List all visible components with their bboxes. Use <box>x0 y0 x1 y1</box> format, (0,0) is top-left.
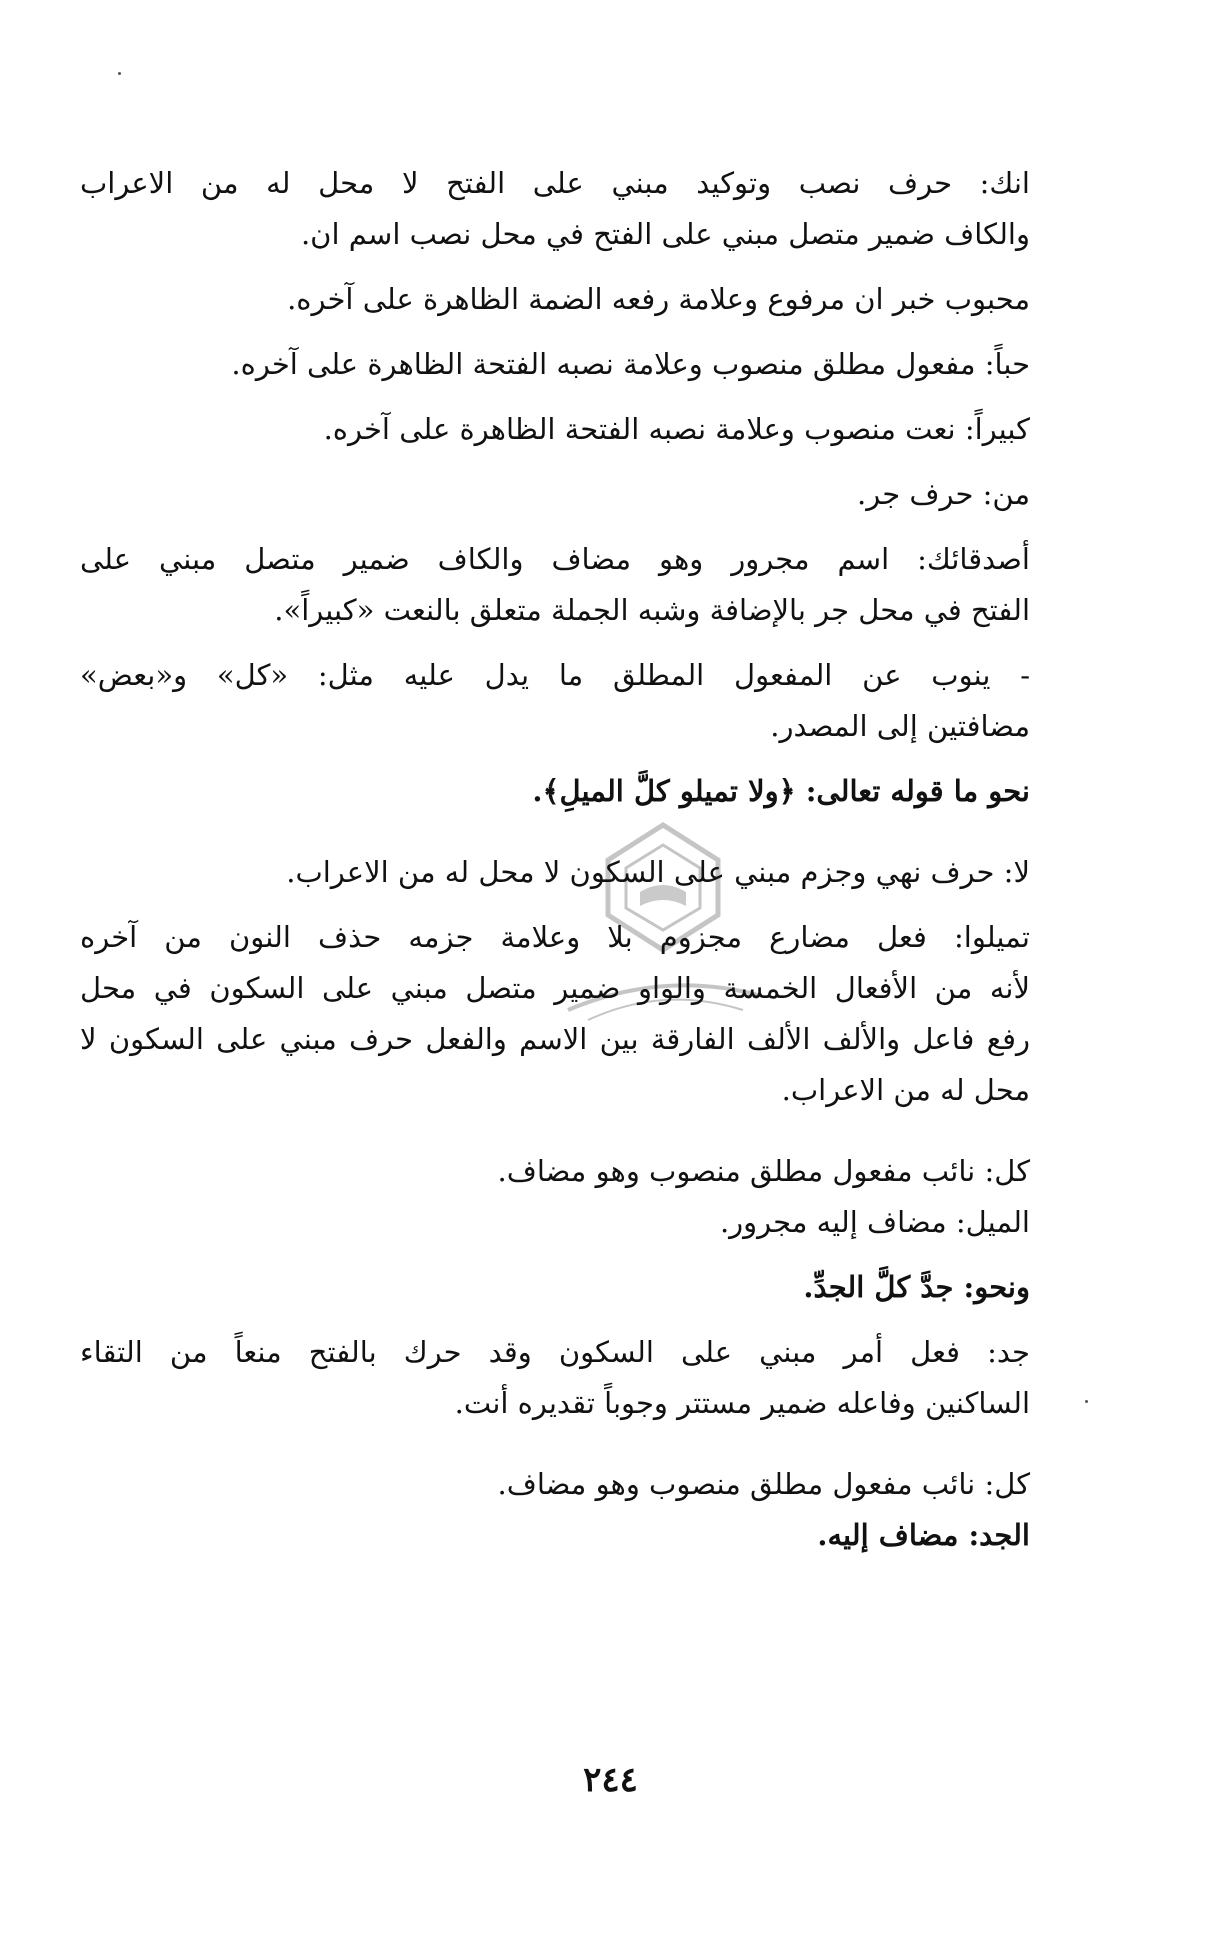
text-line: رفع فاعل والألف الألف الفارقة بين الاسم والفعل حرف مبني على السكون لا <box>80 1022 1030 1056</box>
text-line: الجد: مضاف إليه. <box>817 1518 1030 1552</box>
paragraph-inna <box>80 158 1030 260</box>
paragraph-quran-example <box>80 766 1030 817</box>
paragraph-hubban <box>80 339 1030 390</box>
text-line: جد: فعل أمر مبني على السكون وقد حرك بالفتح منعاً من التقاء <box>80 1335 1030 1369</box>
text-line: انك: حرف نصب وتوكيد مبني على الفتح لا محل له من الاعراب <box>80 166 1030 200</box>
text-line: كبيراً: نعت منصوب وعلامة نصبه الفتحة الظاهرة على آخره. <box>323 412 1030 446</box>
scan-speck <box>1085 1400 1088 1403</box>
paragraph-min <box>80 469 1030 520</box>
text-line: - ينوب عن المفعول المطلق ما يدل عليه مثل: «كل» و«بعض» <box>80 658 1030 692</box>
paragraph-jidd-example <box>80 1262 1030 1313</box>
text-line: محل له من الاعراب. <box>781 1073 1030 1107</box>
text-line: مضافتين إلى المصدر. <box>770 709 1030 743</box>
paragraph-kull-mayl <box>80 1146 1030 1248</box>
paragraph-kabiran <box>80 404 1030 455</box>
text-line: أصدقائك: اسم مجرور وهو مضاف والكاف ضمير متصل مبني على <box>80 542 1030 576</box>
text-line: لا: حرف نهي وجزم مبني على السكون لا محل له من الاعراب. <box>286 855 1030 889</box>
paragraph-jidd <box>80 1327 1030 1429</box>
quran-verse-line: نحو ما قوله تعالى: ﴿ولا تميلو كلَّ الميلِ﴾. <box>532 774 1030 808</box>
text-line: الساكنين وفاعله ضمير مستتر وجوباً تقديره أنت. <box>454 1386 1030 1420</box>
text-line: الميل: مضاف إليه مجرور. <box>719 1205 1030 1239</box>
text-line: كل: نائب مفعول مطلق منصوب وهو مضاف. <box>497 1154 1030 1188</box>
text-line: محبوب خبر ان مرفوع وعلامة رفعه الضمة الظاهرة على آخره. <box>287 282 1030 316</box>
paragraph-asdiqaika <box>80 534 1030 636</box>
arabic-text-body <box>80 158 1030 1561</box>
text-line: لأنه من الأفعال الخمسة والواو ضمير متصل مبني على السكون في محل <box>80 971 1030 1005</box>
paragraph-la <box>80 847 1030 898</box>
paragraph-kull-jidd <box>80 1459 1030 1561</box>
text-line: الفتح في محل جر بالإضافة وشبه الجملة متعلق بالنعت «كبيراً». <box>274 593 1030 627</box>
text-line: من: حرف جر. <box>857 477 1030 511</box>
text-line: حباً: مفعول مطلق منصوب وعلامة نصبه الفتحة الظاهرة على آخره. <box>231 347 1030 381</box>
text-line: والكاف ضمير متصل مبني على الفتح في محل نصب اسم ان. <box>300 217 1030 251</box>
paragraph-tamilu <box>80 912 1030 1116</box>
paragraph-mahbub <box>80 274 1030 325</box>
text-line: كل: نائب مفعول مطلق منصوب وهو مضاف. <box>497 1467 1030 1501</box>
text-line: تميلوا: فعل مضارع مجزوم بلا وعلامة جزمه حذف النون من آخره <box>80 920 1030 954</box>
scan-speck <box>118 72 121 75</box>
paragraph-rule-note <box>80 650 1030 752</box>
example-line: ونحو: جدَّ كلَّ الجدِّ. <box>803 1270 1030 1304</box>
page-number: ٢٤٤ <box>583 1760 638 1800</box>
